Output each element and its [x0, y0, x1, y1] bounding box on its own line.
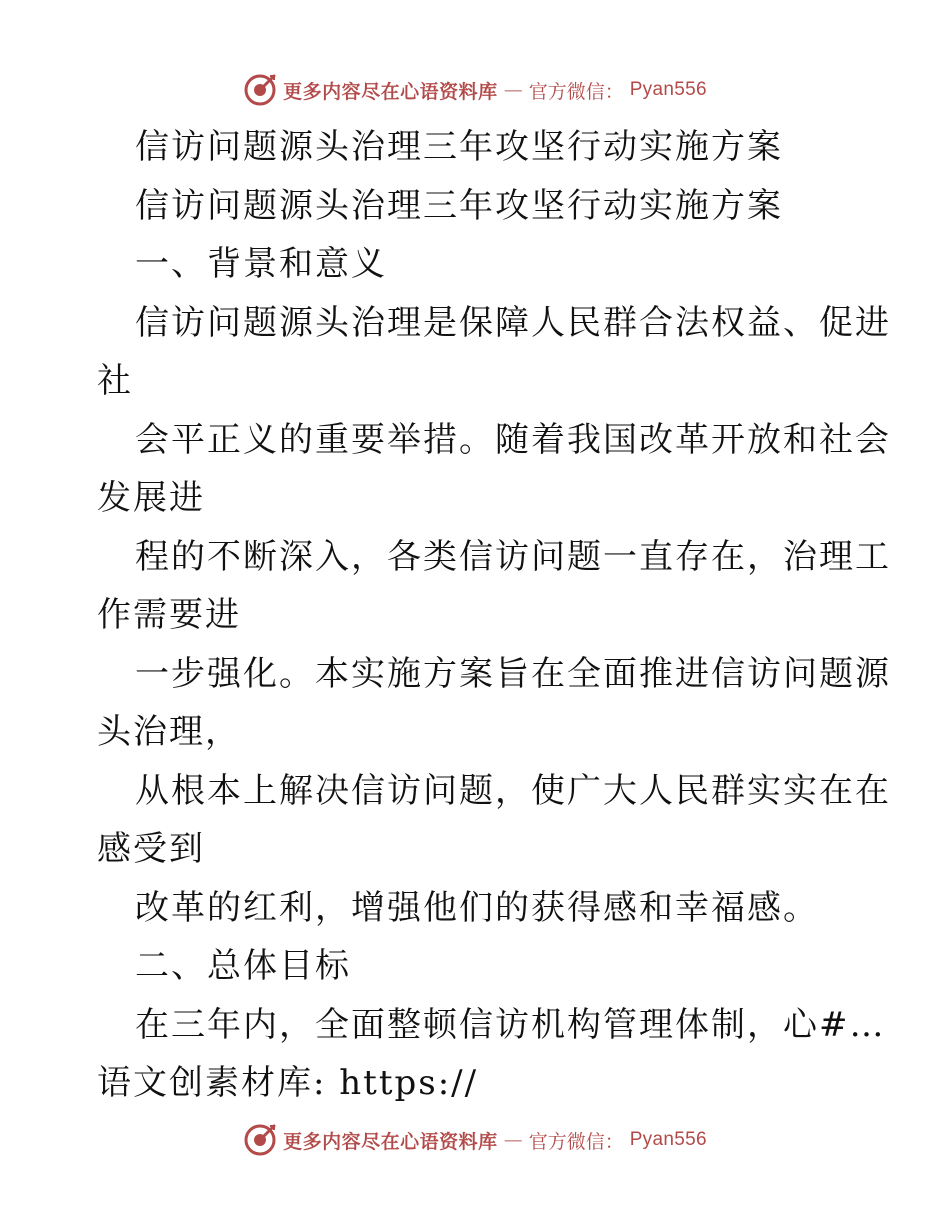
document-title: 信访问题源头治理三年攻坚行动实施方案 [135, 127, 783, 167]
footer-watermark-banner [0, 1120, 950, 1160]
paragraph-line: 社 [97, 361, 133, 401]
paragraph-line: 发展进 [97, 478, 205, 518]
watermark-separator: — [503, 79, 523, 101]
paragraph-line: 一步强化。本实施方案旨在全面推进信访问题源 [135, 653, 891, 694]
paragraph-line: 在三年内，全面整顿信访机构管理体制，心#… [135, 1004, 886, 1045]
section-heading-goals: 二、总体目标 [135, 946, 351, 986]
watermark-handle: Pyan556 [629, 79, 707, 100]
document-title-repeat: 信访问题源头治理三年攻坚行动实施方案 [135, 185, 783, 226]
paragraph-line: 改革的红利，增强他们的获得感和幸福感。 [135, 887, 819, 928]
watermark-separator: — [503, 1129, 523, 1151]
header-watermark-banner [0, 70, 950, 110]
paragraph-line: 感受到 [97, 829, 205, 869]
watermark-site-name: 更多内容尽在心语资料库 [283, 80, 498, 103]
paragraph-line: 信访问题源头治理是保障人民群合法权益、促进 [135, 302, 891, 343]
watermark-site-name: 更多内容尽在心语资料库 [283, 1130, 498, 1153]
watermark-label: 官方微信： [528, 80, 624, 103]
brand-logo-icon [243, 1123, 277, 1157]
paragraph-line: 作需要进 [97, 595, 241, 635]
section-heading-background: 一、背景和意义 [135, 244, 387, 284]
paragraph-line: 程的不断深入，各类信访问题一直存在，治理工 [135, 536, 891, 577]
watermark-label: 官方微信： [528, 1130, 624, 1153]
watermark-handle: Pyan556 [629, 1129, 707, 1150]
paragraph-line: 会平正义的重要举措。随着我国改革开放和社会 [135, 419, 891, 460]
document-body [97, 118, 891, 1113]
paragraph-line: 头治理， [97, 712, 241, 752]
brand-logo-icon [243, 73, 277, 107]
paragraph-line: 从根本上解决信访问题，使广大人民群实实在在 [135, 770, 891, 811]
paragraph-line: 语文创素材库: https:// [97, 1063, 479, 1103]
